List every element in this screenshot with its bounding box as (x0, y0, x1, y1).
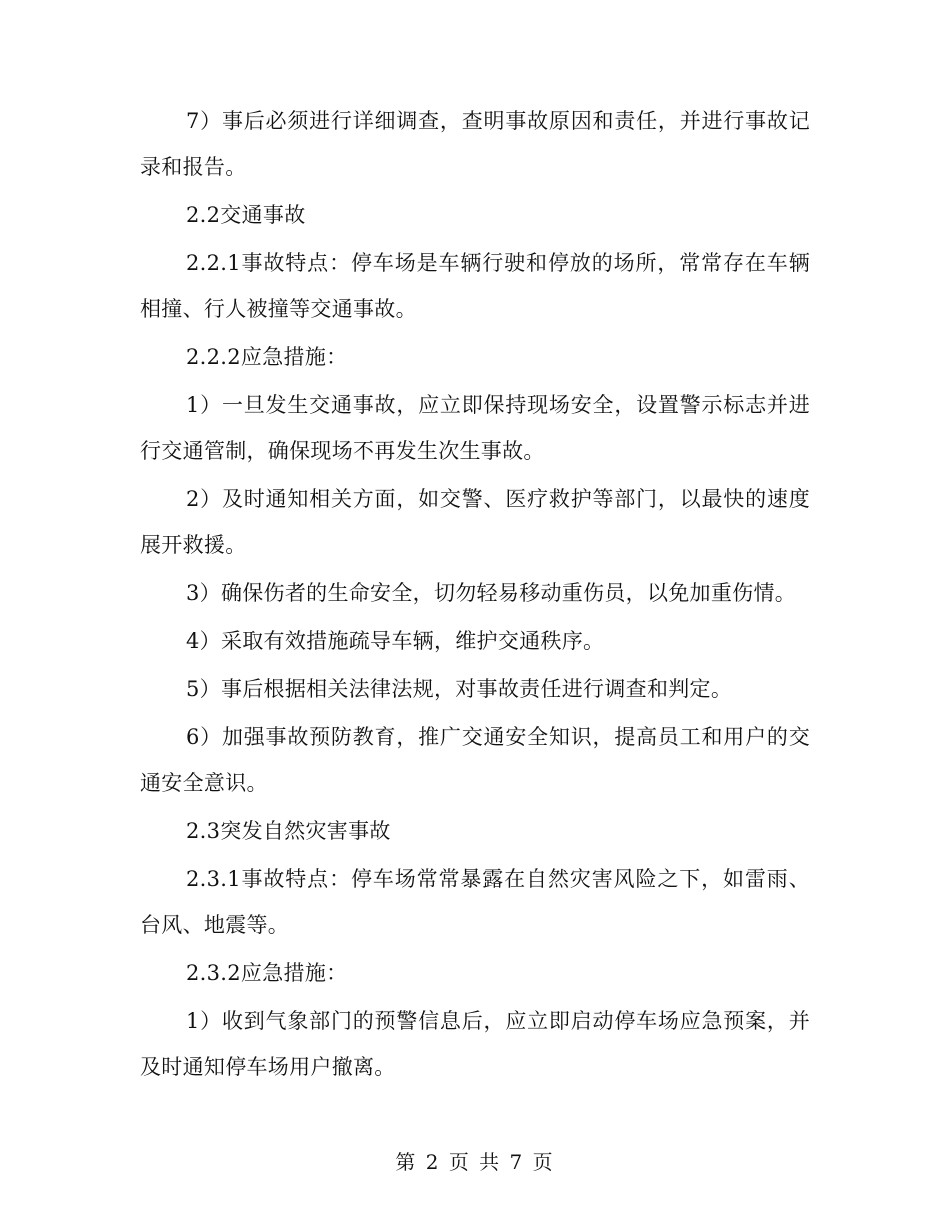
list-item: 5）事后根据相关法律法规，对事故责任进行调查和判定。 (186, 677, 733, 701)
list-item: 3）确保伤者的生命安全，切勿轻易移动重伤员，以免加重伤情。 (186, 581, 797, 605)
section-heading: 2.2交通事故 (186, 203, 306, 227)
section-heading: 2.3突发自然灾害事故 (186, 819, 391, 843)
list-item: 6）加强事故预防教育，推广交通安全知识，提高员工和用户的交通安全意识。 (140, 725, 810, 795)
list-item: 4）采取有效措施疏导车辆，维护交通秩序。 (186, 629, 605, 653)
paragraph: 2.2.1事故特点：停车场是车辆行驶和停放的场所，常常存在车辆相撞、行人被撞等交通事故。 (140, 251, 810, 321)
document-body (140, 98, 810, 1092)
paragraph: 2.3.1事故特点：停车场常常暴露在自然灾害风险之下，如雷雨、台风、地震等。 (140, 867, 810, 937)
list-item: 1）一旦发生交通事故，应立即保持现场安全，设置警示标志并进行交通管制，确保现场不再发生次生事故。 (140, 393, 810, 463)
list-item: 2）及时通知相关方面，如交警、医疗救护等部门，以最快的速度展开救援。 (140, 487, 810, 557)
subsection-heading: 2.3.2应急措施： (186, 961, 348, 985)
paragraph: 7）事后必须进行详细调查，查明事故原因和责任，并进行事故记录和报告。 (140, 109, 810, 179)
page-number-footer: 第 2 页 共 7 页 (395, 1150, 555, 1174)
list-item: 1）收到气象部门的预警信息后，应立即启动停车场应急预案，并及时通知停车场用户撤离。 (140, 1009, 810, 1079)
subsection-heading: 2.2.2应急措施： (186, 345, 348, 369)
